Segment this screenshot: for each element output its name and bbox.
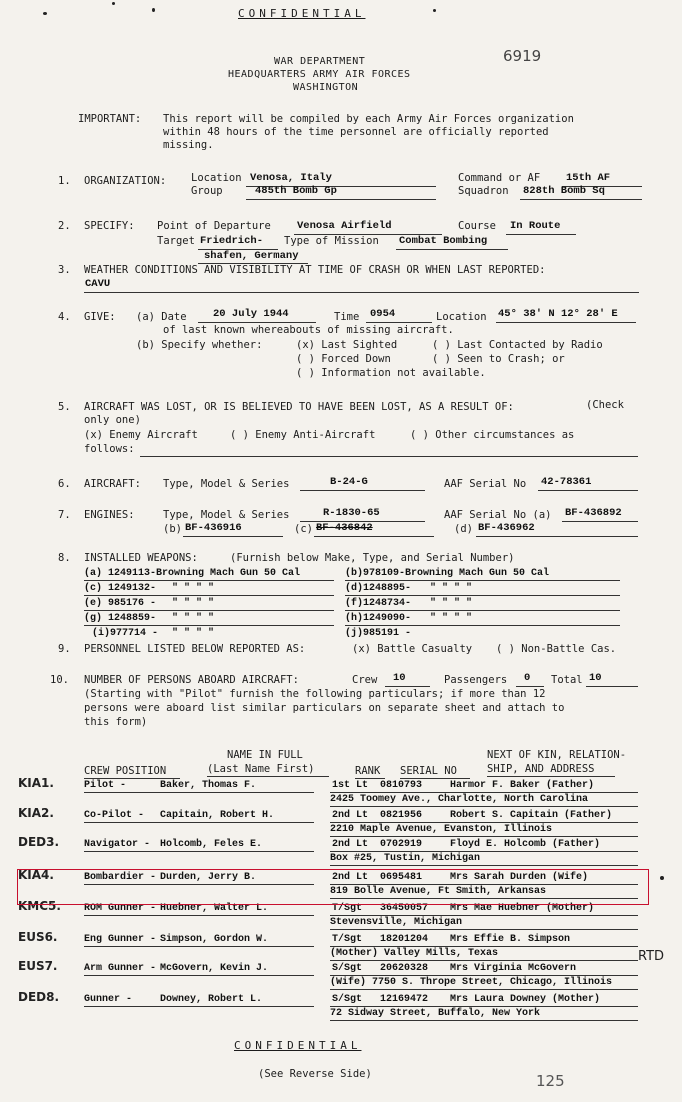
item-4-number: 4. [58,311,71,323]
persons-instruction-3: this form) [84,716,148,728]
non-battle-option: ( ) Non-Battle Cas. [496,643,617,655]
ink-speck [152,8,155,12]
follows-underline [140,456,638,457]
casualty-mark: DED3. [18,835,60,849]
ink-speck [43,12,47,15]
crew-rank-kin-underline [330,792,638,793]
kin-address: (Mother) Valley Mills, Texas [330,948,499,959]
crew-name-underline [84,822,314,823]
cause-anti-aircraft: ( ) Enemy Anti-Aircraft [230,429,376,441]
crash-location-underline [496,322,636,323]
crew-label: Crew [352,674,378,686]
crew-name-underline [84,851,314,852]
dept-line-3: WASHINGTON [293,82,359,93]
crew-name: Durden, Jerry B. [160,872,257,883]
crew-name-underline [84,975,314,976]
departure-value: Venosa Airfield [297,220,392,232]
engine-serial-c-underline [314,536,434,537]
weapon-h: (h)1249090- [345,613,412,624]
aircraft-type-label: Type, Model & Series [163,478,290,490]
engine-serial-c: BF-436842 [316,522,373,534]
kin-address: 2425 Toomey Ave., Charlotte, North Carolina [330,794,589,805]
header-rank: RANK [355,765,381,777]
crew-underline [385,686,430,687]
header-ship-address: SHIP, AND ADDRESS [487,763,595,775]
crew-position: Eng Gunner - [84,934,157,945]
margin-note-rtd: RTD [638,949,665,964]
dept-line-2: HEADQUARTERS ARMY AIR FORCES [228,69,411,80]
kin-address: Box #25, Tustin, Michigan [330,853,481,864]
crew-value: 10 [393,672,406,684]
weapon-a-underline [84,580,334,581]
crew-rank: 2nd Lt [332,839,369,850]
weapon-d-ditto: " " " " [430,583,473,594]
item-3-number: 3. [58,264,71,276]
time-label: Time [334,311,360,323]
location-label: Location [191,172,242,184]
engine-type-value: R-1830-65 [323,507,380,519]
squadron-value: 828th Bomb Sq [523,185,605,197]
crew-rank-kin-underline [330,975,638,976]
item-7-number: 7. [58,509,71,521]
whereabouts-line: of last known whereabouts of missing aircraft. [163,324,454,336]
specify-label: SPECIFY: [84,220,135,232]
crew-rank: S/Sgt [332,963,363,974]
weapon-e-underline [84,610,334,611]
casualty-mark: EUS6. [18,930,58,944]
option-info-not-available: ( ) Information not available. [296,367,486,379]
engine-b-label: (b) [163,523,182,535]
passengers-label: Passengers [444,674,508,686]
personnel-status-label: PERSONNEL LISTED BELOW REPORTED AS: [84,643,306,655]
crew-rank-kin-underline [330,822,638,823]
weapon-j: (j)985191 - [345,628,412,639]
engine-serial-d: BF-436962 [478,522,535,534]
crew-position: Bombardier - [84,872,157,883]
next-of-kin: Mrs Mae Huebner (Mother) [450,903,595,914]
header-kin-underline [487,776,615,777]
crew-serial: 20620328 [380,963,429,974]
crew-name: Simpson, Gordon W. [160,934,269,945]
kin-address-underline [330,929,638,930]
passengers-value: 0 [524,672,531,684]
aircraft-serial-value: 42-78361 [541,476,592,488]
option-seen-to-crash: ( ) Seen to Crash; or [432,353,565,365]
engine-serial-d-underline [476,536,638,537]
crew-serial: 12169472 [380,994,429,1005]
crew-position: Pilot - [84,780,127,791]
confidential-footer: CONFIDENTIAL [234,1039,362,1052]
ink-speck [433,9,436,12]
aircraft-type-value: B-24-G [330,476,368,488]
important-line-1: This report will be compiled by each Army Air Forces organization [163,113,574,125]
item-1-number: 1. [58,175,71,187]
weapon-f: (f)1248734- [345,598,412,609]
kin-address: Stevensville, Michigan [330,917,463,928]
group-label: Group [191,185,223,197]
next-of-kin: Robert S. Capitain (Father) [450,810,613,821]
weapon-h-underline [345,625,620,626]
crew-name: Downey, Robert L. [160,994,263,1005]
weather-underline [84,292,639,293]
engine-type-label: Type, Model & Series [163,509,290,521]
aircraft-type-underline [300,490,425,491]
kin-address-underline [330,806,638,807]
weapon-f-ditto: " " " " [430,598,473,609]
aircraft-serial-label: AAF Serial No [444,478,527,490]
persons-instruction-1: (Starting with "Pilot" furnish the following particulars; if more than 12 [84,688,546,700]
header-next-of-kin: NEXT OF KIN, RELATION- [487,749,627,761]
next-of-kin: Floyd E. Holcomb (Father) [450,839,601,850]
weapon-b-underline [345,580,620,581]
header-name-underline [207,776,329,777]
specify-whether-label: (b) Specify whether: [136,339,263,351]
crew-rank-kin-underline [330,851,638,852]
weapon-g-underline [84,625,334,626]
crew-serial: 36450057 [380,903,429,914]
kin-address: (Wife) 7750 S. Thrope Street, Chicago, Illinois [330,977,613,988]
crew-name-underline [84,946,314,947]
important-line-2: within 48 hours of the time personnel are officially reported [163,126,549,138]
weapon-c: (c) 1249132- [84,583,157,594]
command-value: 15th AF [566,172,611,184]
engine-serial-b-underline [183,536,283,537]
crew-position: Arm Gunner - [84,963,157,974]
total-value: 10 [589,672,602,684]
item-6-number: 6. [58,478,71,490]
dept-line-1: WAR DEPARTMENT [274,56,366,67]
next-of-kin: Mrs Laura Downey (Mother) [450,994,601,1005]
kin-address-underline [330,865,638,866]
page-mark: 125 [536,1072,565,1090]
weapon-d-underline [345,595,620,596]
kin-address-underline [330,836,638,837]
target-value-2: shafen, Germany [204,250,299,262]
weapon-c-underline [84,595,334,596]
weapon-g-ditto: " " " " [172,613,215,624]
item-5-number: 5. [58,401,71,413]
item-2-number: 2. [58,220,71,232]
crash-location-value: 45° 38' N 12° 28' E [498,308,618,320]
weather-value: CAVU [85,278,111,290]
engine-serial-b: BF-436916 [185,522,242,534]
target-label: Target [157,235,195,247]
command-label: Command or AF [458,172,541,184]
crew-name: Holcomb, Feles E. [160,839,263,850]
weapons-label: INSTALLED WEAPONS: [84,552,198,564]
crew-position: Navigator - [84,839,151,850]
crew-name: Baker, Thomas F. [160,780,257,791]
kin-address-underline [330,989,638,990]
location-value: Venosa, Italy [250,172,332,184]
weapons-instruction: (Furnish below Make, Type, and Serial Number) [230,552,515,564]
time-underline [366,322,432,323]
squadron-label: Squadron [458,185,509,197]
engines-label: ENGINES: [84,509,135,521]
crew-position: ROM Gunner - [84,903,157,914]
item-9-number: 9. [58,643,71,655]
crew-rank-kin-underline [330,915,638,916]
crew-rank: S/Sgt [332,994,363,1005]
weapon-a: (a) 1249113-Browning Mach Gun 50 Cal [84,568,301,579]
crew-name: Capitain, Robert H. [160,810,275,821]
kin-address-underline [330,1020,638,1021]
weapon-d: (d)1248895- [345,583,412,594]
crew-serial: 0821956 [380,810,423,821]
header-last-name-first: (Last Name First) [207,763,315,775]
organization-label: ORGANIZATION: [84,175,167,187]
date-value: 20 July 1944 [213,308,289,320]
squadron-underline [520,199,642,200]
weapon-e: (e) 985176 - [84,598,157,609]
crew-rank: 1st Lt [332,780,369,791]
passengers-underline [516,686,544,687]
weapon-h-ditto: " " " " [430,613,473,624]
crew-rank: T/Sgt [332,934,363,945]
departure-label: Point of Departure [157,220,271,232]
weapon-i-ditto: " " " " [172,628,215,639]
engine-c-label: (c) [294,523,313,535]
total-underline [586,686,638,687]
total-label: Total [551,674,583,686]
group-underline [246,199,436,200]
aircraft-serial-underline [538,490,638,491]
option-last-sighted: (x) Last Sighted [296,339,398,351]
crew-serial: 18201204 [380,934,429,945]
only-one-label: only one) [84,414,141,426]
casualty-mark: KIA4. [18,868,54,882]
kin-address: 2210 Maple Avenue, Evanston, Illinois [330,824,553,835]
highlight-box [17,869,649,905]
weapon-f-underline [345,610,620,611]
time-value: 0954 [370,308,396,320]
next-of-kin: Mrs Effie B. Simpson [450,934,571,945]
item-8-number: 8. [58,552,71,564]
important-line-3: missing. [163,139,214,151]
see-reverse-side: (See Reverse Side) [258,1068,372,1080]
next-of-kin: Mrs Sarah Durden (Wife) [450,872,589,883]
crew-name-underline [84,915,314,916]
crew-name: Huebner, Walter L. [160,903,269,914]
casualty-mark: KIA1. [18,776,54,790]
casualty-mark: KIA2. [18,806,54,820]
casualty-mark: KMC5. [18,899,61,913]
confidential-header: CONFIDENTIAL [238,7,366,20]
crew-rank: 2nd Lt [332,810,369,821]
kin-address-underline [330,960,638,961]
item-10-number: 10. [50,674,69,686]
kin-address: 819 Bolle Avenue, Ft Smith, Arkansas [330,886,547,897]
engine-serial-label: AAF Serial No (a) [444,509,552,521]
option-last-contacted: ( ) Last Contacted by Radio [432,339,603,351]
next-of-kin: Mrs Virginia McGovern [450,963,577,974]
date-label: (a) Date [136,311,187,323]
crew-rank-kin-underline [330,1006,638,1007]
option-forced-down: ( ) Forced Down [296,353,391,365]
crew-rank-kin-underline [330,946,638,947]
crew-serial: 0810793 [380,780,423,791]
mission-label: Type of Mission [284,235,379,247]
weather-label: WEATHER CONDITIONS AND VISIBILITY AT TIME OF CRASH OR WHEN LAST REPORTED: [84,264,546,276]
course-underline [506,234,576,235]
follows-label: follows: [84,443,135,455]
casualty-mark: EUS7. [18,959,58,973]
engine-serial-a: BF-436892 [565,507,622,519]
crew-serial: 0695481 [380,872,423,883]
document-number: 6919 [503,47,542,65]
cause-other: ( ) Other circumstances as [410,429,575,441]
group-value: 485th Bomb Gp [255,185,337,197]
check-label: (Check [586,399,624,411]
crew-position: Co-Pilot - [84,810,145,821]
engine-serial-a-underline [562,521,638,522]
important-label: IMPORTANT: [78,113,142,125]
crew-name-underline [84,1006,314,1007]
weapon-b: (b)978109-Browning Mach Gun 50 Cal [345,568,550,579]
crew-rank: T/Sgt [332,903,363,914]
crew-serial: 0702919 [380,839,423,850]
crash-location-label: Location [436,311,487,323]
ink-speck [112,2,115,5]
weapon-g: (g) 1248859- [84,613,157,624]
crew-name: McGovern, Kevin J. [160,963,269,974]
weapon-i: (i)977714 - [92,628,159,639]
crew-name-underline [84,792,314,793]
engine-d-label: (d) [454,523,473,535]
give-label: GIVE: [84,311,116,323]
cause-enemy-aircraft: (x) Enemy Aircraft [84,429,198,441]
persons-aboard-label: NUMBER OF PERSONS ABOARD AIRCRAFT: [84,674,299,686]
course-label: Course [458,220,496,232]
crew-position: Gunner - [84,994,133,1005]
persons-instruction-2: persons were aboard list similar particulars on separate sheet and attach to [84,702,565,714]
date-underline [198,322,316,323]
casualty-mark: DED8. [18,990,60,1004]
ink-speck [660,876,664,880]
next-of-kin: Harmor F. Baker (Father) [450,780,595,791]
target-value-1: Friedrich- [200,235,264,247]
crew-rank: 2nd Lt [332,872,369,883]
course-value: In Route [510,220,561,232]
battle-casualty-option: (x) Battle Casualty [352,643,473,655]
header-crew-position: CREW POSITION [84,765,167,777]
weapon-c-ditto: " " " " [172,583,215,594]
loss-cause-label: AIRCRAFT WAS LOST, OR IS BELIEVED TO HAVE BEEN LOST, AS A RESULT OF: [84,401,514,413]
header-name-in-full: NAME IN FULL [227,749,303,761]
weapon-e-ditto: " " " " [172,598,215,609]
mission-value: Combat Bombing [399,235,488,247]
mission-underline [396,249,508,250]
aircraft-label: AIRCRAFT: [84,478,141,490]
header-serial: SERIAL NO [400,765,457,777]
kin-address: 72 Sidway Street, Buffalo, New York [330,1008,541,1019]
